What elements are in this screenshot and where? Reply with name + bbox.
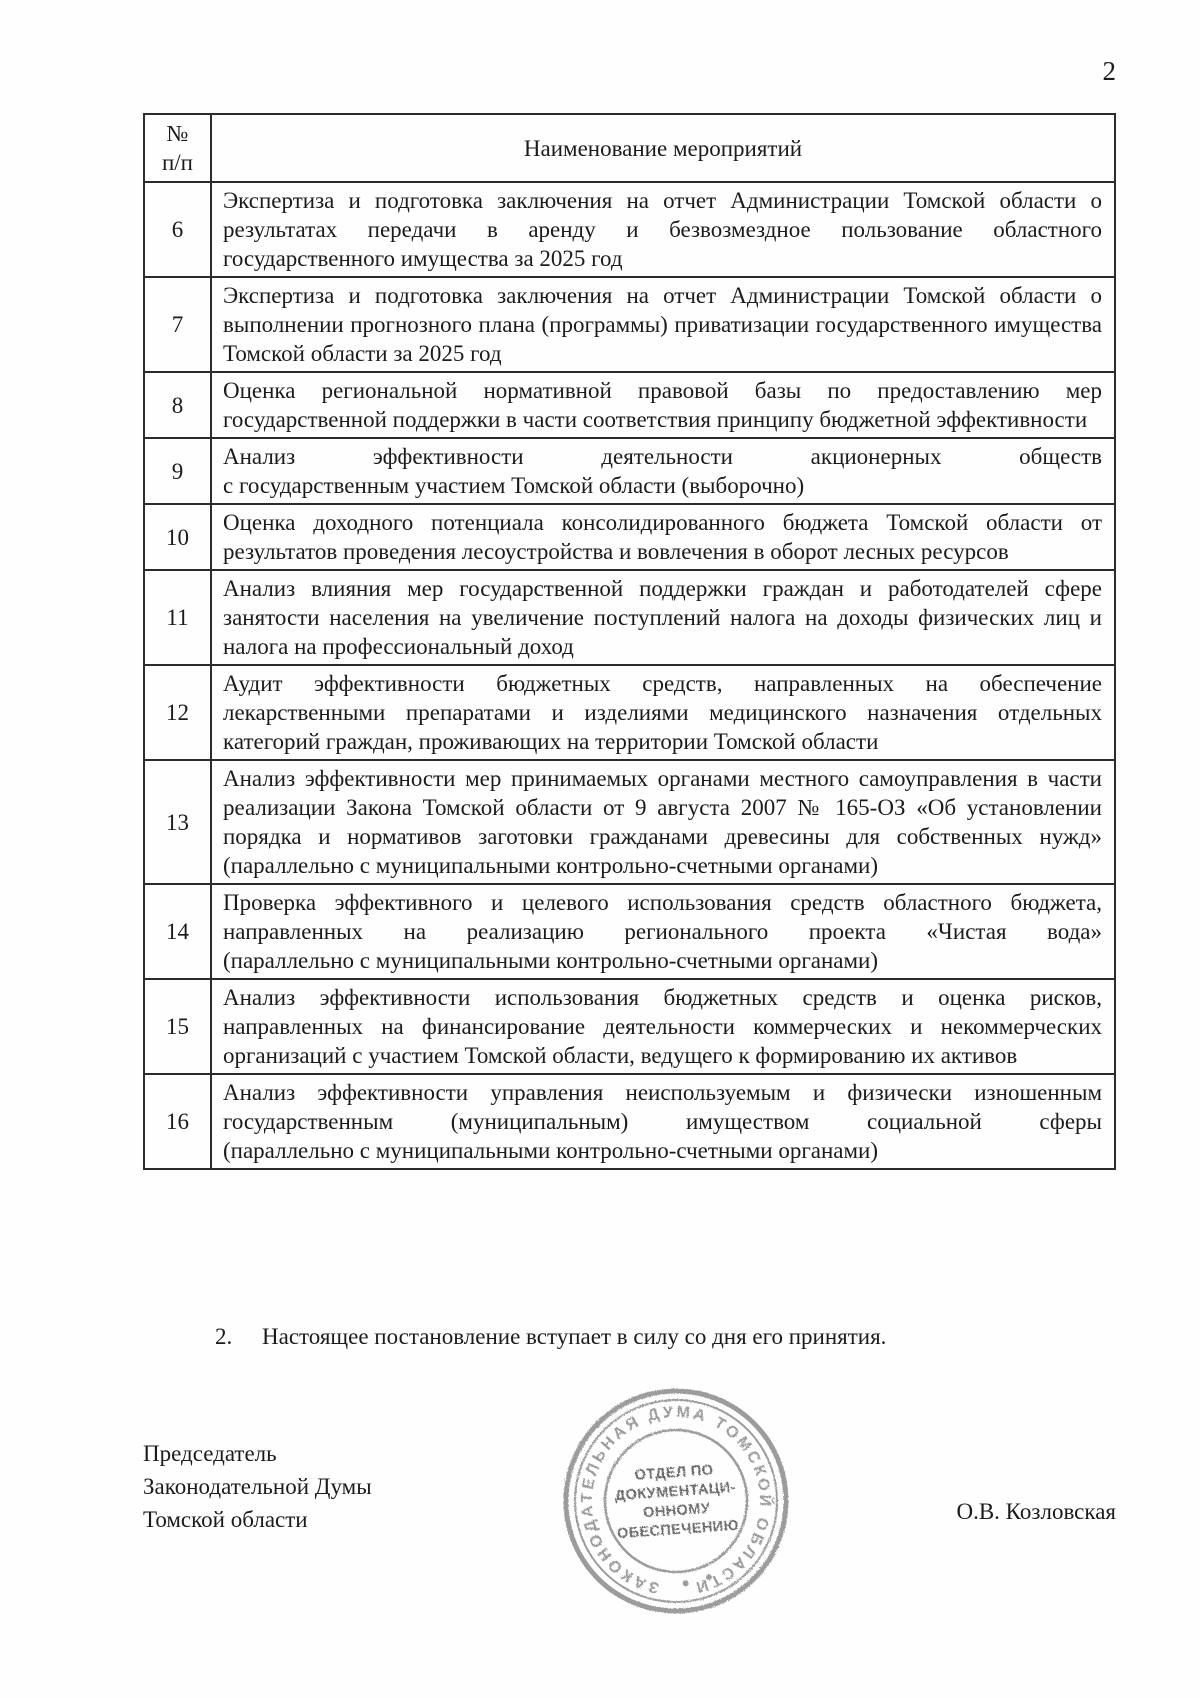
stamp-dot: [682, 1580, 689, 1587]
row-number: 6: [144, 182, 211, 277]
table-row: [144, 277, 1115, 372]
signature-position-line: Томской области: [143, 1507, 308, 1532]
page-number: 2: [1102, 56, 1116, 86]
table-row: [144, 438, 1115, 504]
row-number: 10: [144, 504, 211, 570]
row-number: 8: [144, 372, 211, 438]
row-number: 12: [144, 665, 211, 760]
stamp-center-line: ОННОМУ: [642, 1500, 711, 1522]
stamp-ring-textpath: ЗАКОНОДАТЕЛЬНАЯ ДУМА ТОМСКОЙ ОБЛАСТИ: [578, 1403, 774, 1597]
row-number: 13: [144, 760, 211, 884]
row-number: 15: [144, 979, 211, 1074]
table-row: [144, 182, 1115, 277]
header-num-line2: п/п: [161, 150, 193, 175]
header-num-cell: [144, 114, 211, 182]
row-number: 14: [144, 884, 211, 979]
signature-position-line: Председатель: [143, 1441, 277, 1466]
activities-table: [143, 113, 1116, 1170]
row-number: 9: [144, 438, 211, 504]
row-text: Анализ эффективности деятельности акционерных обществ с государственным участием Томской области (выборочно): [211, 438, 1115, 504]
table-row: [144, 372, 1115, 438]
table-row: [144, 760, 1115, 884]
stamp-center-line: ОБЕСПЕЧЕНИЮ: [616, 1517, 740, 1543]
row-text: Оценка доходного потенциала консолидированного бюджета Томской области от результатов проведения лесоустройства и вовлечения в оборот лесных ресурсов: [211, 504, 1115, 570]
row-number: 11: [144, 570, 211, 665]
table-row: [144, 979, 1115, 1074]
stamp-rings: [560, 1385, 792, 1617]
signature-position: [143, 1437, 372, 1536]
closing-paragraph: [215, 1322, 1116, 1351]
row-text: Оценка региональной нормативной правовой базы по предоставлению мер государственной поддержки в части соответствия принципу бюджетной эффективности: [211, 372, 1115, 438]
stamp-graphic: [560, 1385, 792, 1617]
official-stamp-icon: [560, 1385, 792, 1617]
stamp-center-line: ОТДЕЛ ПО: [634, 1462, 714, 1484]
row-text: Анализ эффективности мер принимаемых органами местного самоуправления в части реализации Закона Томской области от 9 августа 2007 № 165-ОЗ «Об установлении порядка и нормативов заготовки гражданами древесины для собственных нужд» (параллельно с муниципальными контрольно-счетными органами): [211, 760, 1115, 884]
row-text: Анализ влияния мер государственной поддержки граждан и работодателей сфере занятости населения на увеличение поступлений налога на доходы физических лиц и налога на профессиональный доход: [211, 570, 1115, 665]
row-text: Экспертиза и подготовка заключения на отчет Администрации Томской области о результатах передачи в аренду и безвозмездное пользование областного государственного имущества за 2025 год: [211, 182, 1115, 277]
table-row: [144, 884, 1115, 979]
row-number: 7: [144, 277, 211, 372]
table-row: [144, 504, 1115, 570]
row-text: Экспертиза и подготовка заключения на отчет Администрации Томской области о выполнении прогнозного плана (программы) приватизации государственного имущества Томской области за 2025 год: [211, 277, 1115, 372]
row-text: Анализ эффективности использования бюджетных средств и оценка рисков, направленных на финансирование деятельности коммерческих и некоммерческих организаций с участием Томской области, ведущего к формированию их активов: [211, 979, 1115, 1074]
signature-position-line: Законодательной Думы: [143, 1474, 372, 1499]
row-text: Анализ эффективности управления неиспользуемым и физически изношенным государственным (муниципальным) имуществом социальной сферы (параллельно с муниципальными контрольно-счетными органами): [211, 1074, 1115, 1169]
table-row: [144, 570, 1115, 665]
row-text: Проверка эффективного и целевого использования средств областного бюджета, направленных на реализацию регионального проекта «Чистая вода» (параллельно с муниципальными контрольно-счетными органами): [211, 884, 1115, 979]
table-row: [144, 665, 1115, 760]
table-header-row: [144, 114, 1115, 182]
row-number: 16: [144, 1074, 211, 1169]
paragraph-marker: 2.: [215, 1324, 233, 1349]
header-name-cell: Наименование мероприятий: [211, 114, 1115, 182]
signature-name: О.В. Козловская: [956, 1499, 1116, 1524]
stamp-ring-text: [560, 1385, 792, 1617]
row-text: Аудит эффективности бюджетных средств, направленных на обеспечение лекарственными препаратами и изделиями медицинского назначения отдельных категорий граждан, проживающих на территории Томской области: [211, 665, 1115, 760]
header-num-line1: №: [166, 121, 189, 146]
stamp-center-line: ДОКУМЕНТАЦИ-: [614, 1479, 737, 1505]
stamp-center-text: [613, 1461, 740, 1542]
table-row: [144, 1074, 1115, 1169]
paragraph-text: Настоящее постановление вступает в силу со дня его принятия.: [262, 1324, 887, 1349]
